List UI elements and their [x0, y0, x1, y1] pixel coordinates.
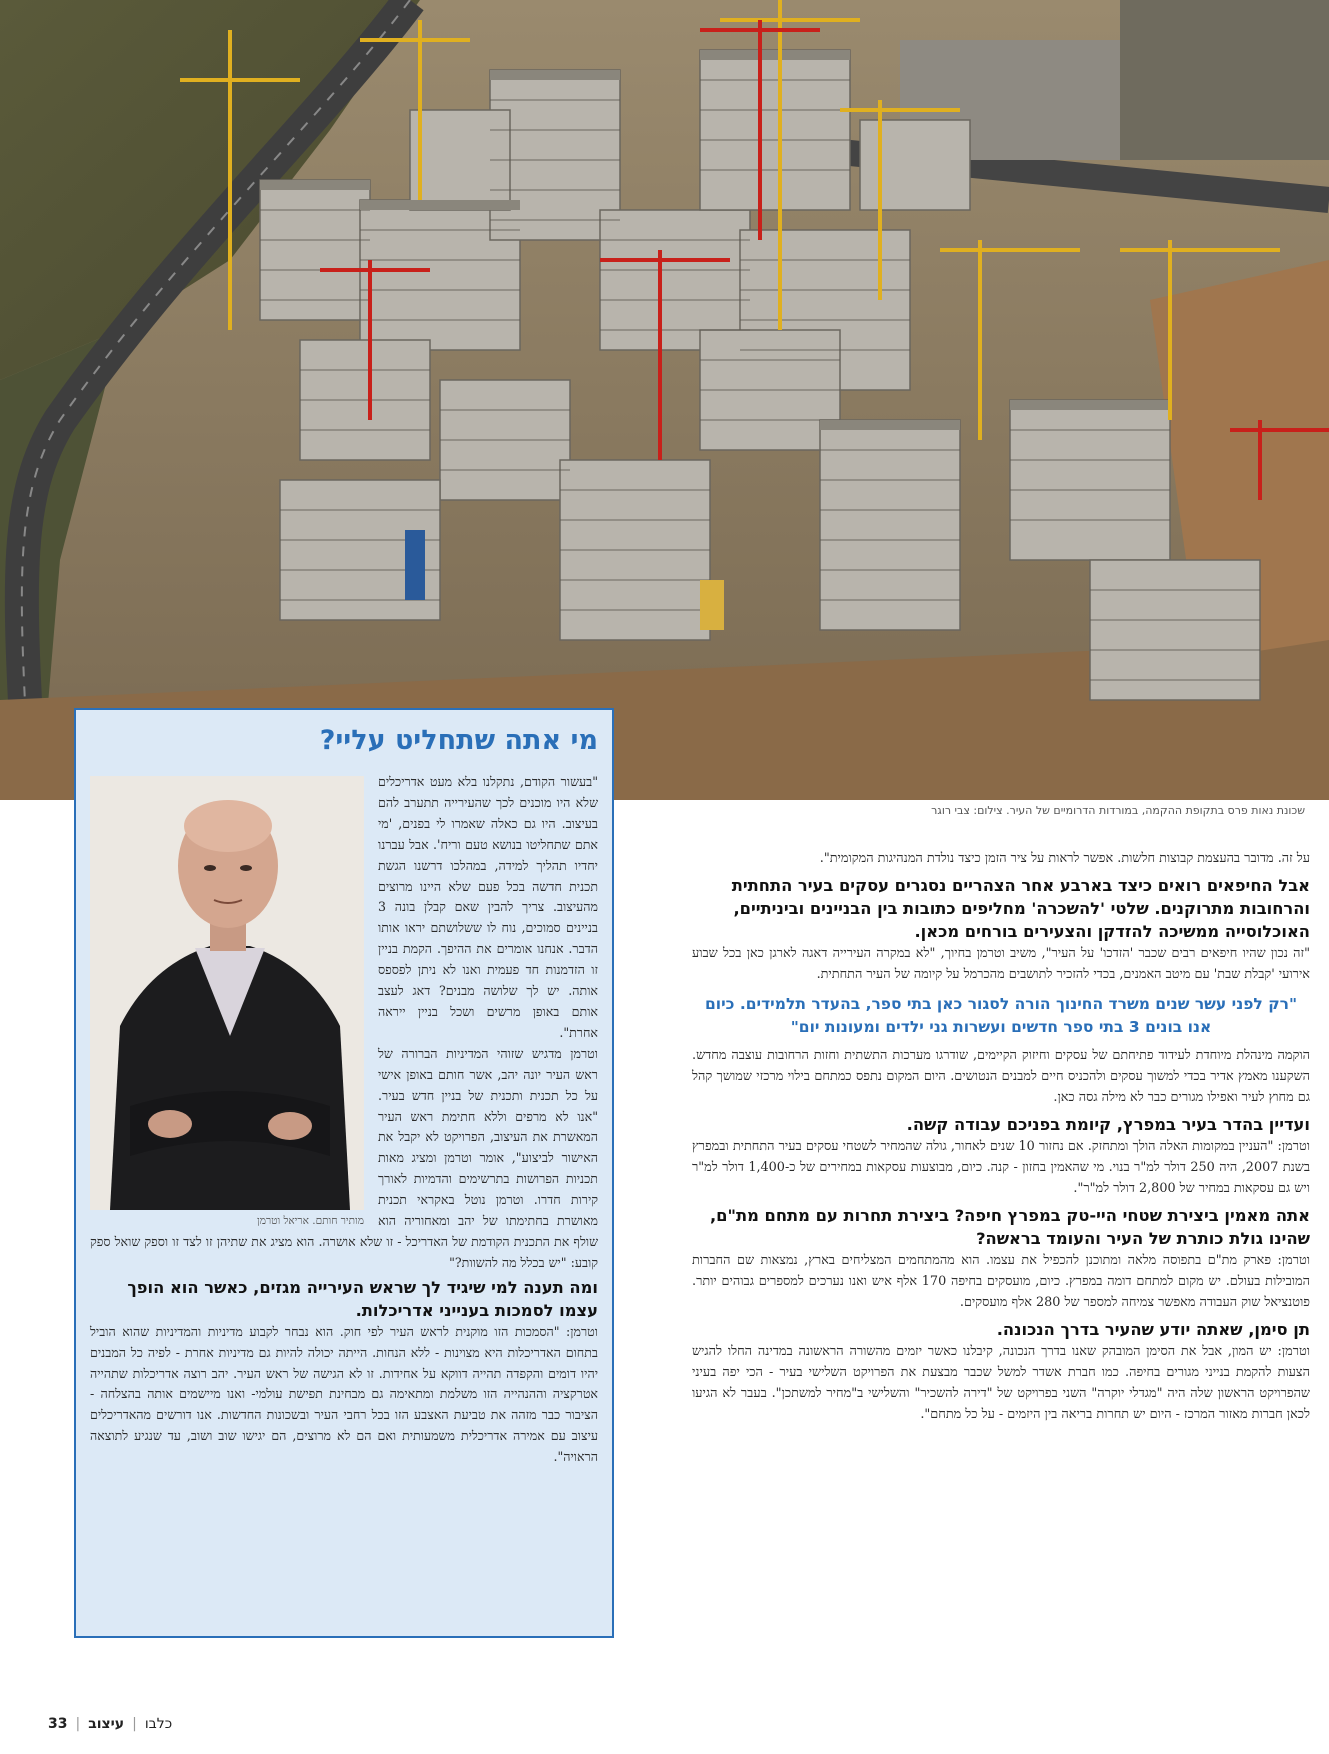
page-folio — [48, 1716, 172, 1732]
section-name: עיצוב — [88, 1716, 125, 1732]
article-column — [692, 848, 1310, 1425]
sidebar-text — [90, 772, 598, 1622]
article-answer-3: וטרמן: פארק מת"ם בתפוסה מלאה ומתוכנן להכפיל את עצמו. הוא מהמתחמים המצליחים בארץ, נמצאות שם החברות המובילות בעולם. יש מקום למתחם דומה במפרץ. כיום, מועסקים בחיפה 170 אלף איש ואנו נערכים למספרים גבוהים יותר. פוטנציאל שוק העבודה מאפשר צמיחה למספר של 280 אלף מועסקים. — [692, 1253, 1310, 1310]
page-number: 33 — [48, 1716, 68, 1732]
article-answer-4: וטרמן: יש המון, אבל את הסימן המובהק שאנו בדרך הנכונה, קיבלנו כאשר יזמים מהשורה הראשונה במדינה החלו להגיש הצעות להקמת בנייני מגורים בחיפה. כמו חברת אשדר למשל שכבר מבצעת את הפרויקט השלישי בעיר - הכי יפה בעיני שהפרויקט הראשון שלה היה "מגדלי יוקרה" השני בפרויקט של "דירה להשכיר" והשלישי ב"מחיר למשתכן". בעבר לא הגיעו לכאן חברות מאזור המרכז - היום יש תחרות בריאה בין היזמים - על כל מתחם". — [692, 1344, 1310, 1422]
article-question-3: אתה מאמין ביצירת שטחי היי-טק במפרץ חיפה? ביצירת תחרות עם מתחם מת"ם, שהינו גולת כותרת של העיר והעומד בראשה? — [709, 1206, 1310, 1248]
sidebar-answer: וטרמן: "הסמכות הזו מוקנית לראש העיר לפי חוק. הוא נבחר לקבוע מדיניות והמדיניות שהוא הוביל בתחום האדריכלות היא מצוינות - ללא הנחות. הייתה יכולה להיות גם מדיניות אחרת - לפיה כל המבנים יהיו דומים והקפדה תהייה דווקא על אחידות. זו לא הגישה של ראש העיר. יהב רוצה אדריכלות שתהייה אטרקציה וההנהייה הזו משלמת ומתאימה גם מבחינת תפישת עולמי- ואנו מיישמים אותה בהצלחה - הציבור כבר מזהה את טביעת האצבע הזו בכל רחבי העיר ובשכונות החדשות. אנו דורשים מהאדריכלים עיצוב עם אמירה אדריכלית משמעותית ואם הם לא מרוצים, הם יגישו שוב ושוב, עד שנגיע לתוצאה הראויה". — [90, 1323, 598, 1465]
article-answer-2: וטרמן: "העניין במקומות האלה הולך ומתחזק. אם נחזור 10 שנים לאחור, גולה שהמחיר לשטחי עסקים בעיר התחתית ובמפרץ בשנת 2007, היה 250 דולר למ"ר בנוי. מי שהאמין בחזון - קנה. כיום, מבוצעות עסקאות במחירים של כ-1,400 דולר למ"ר ויש גם עסקאות במחיר של 2,800 דולר למ"ר". — [692, 1139, 1310, 1196]
photo-credit: שכונת נאות פרס בתקופת ההקמה, במורדות הדרומיים של העיר. צילום: צבי רוגר — [931, 804, 1305, 817]
pull-quote: "רק לפני עשר שנים משרד החינוך הורה לסגור כאן בתי ספר, בהעדר תלמידים. כיום אנו בונים 3 בתי ספר חדשים ועשרות גני ילדים ומעונות יום" — [704, 995, 1298, 1036]
article-answer-1b: הוקמה מינהלת מיוחדת לעידוד פתיחתם של עסקים וחיזוק הקיימים, שודרגו מערכות התשתית וחזות הרחובות עוצבה מחדש. השקענו מאמץ אדיר בכדי למשוך עסקים ולהכניס חיים למבנים הנטושים. היום המקום נתפס כמתחם בילוי מרכזי שמושך קהל גם מחוץ לעיר ואפילו מגורים כבר לא מילה גסה כאן. — [692, 1048, 1310, 1105]
magazine-name: כלבו — [144, 1716, 173, 1732]
portrait-photo — [90, 776, 364, 1228]
folio-separator: | — [75, 1716, 81, 1732]
sidebar-paragraph-2: וטרמן מדגיש שזוהי המדיניות הברורה של ראש העיר יונה יהב, אשר חותם באופן אישי על כל תכנית ותכנית של בניין חדש בעיר. "אנו לא מרפים וללא חתימת ראש העיר המאשרת את העיצוב, הפרויקט לא יקבל את האישור לביצוע", אומר וטרמן ומציג מאות תכניות הפרושות בתרשימים והדמיות לאורך קירות חדרו. וטרמן נוטל באקראי תכנית מאושרת בחתימתו של יהב ומאחוריה הוא שולף את התכנית הקודמת של האדריכל - זו שלא אושרה. הוא מציג את שתיהן זו לצד זו וספק שואל ספק קובע: "יש בכלל מה להשוות?" — [90, 1045, 598, 1270]
aerial-construction-photo — [0, 0, 1329, 800]
folio-separator: | — [132, 1716, 137, 1732]
sidebar-question: ומה תענה למי שיגיד לך שראש העירייה מגזים, כאשר הוא הופך עצמו לסמכות בענייני אדריכלות. — [127, 1277, 598, 1320]
article-answer-1: "זה נכון שהיו חיפאים רבים שכבר 'הזדכו' על העיר", משיב וטרמן בחיוך, "לא במקרה העירייה דאגה לארגן כאן בכל שבוע אירועי 'קבלת שבת' עם מיטב האמנים, בכדי להזכיר לתושבים מהכרמל על קיומה של העיר התחתית. — [692, 946, 1310, 982]
article-paragraph-1: על זה. מדובר בהעצמת קבוצות חלשות. אפשר לראות על ציר הזמן כיצד נולדת המנהיגות המקומית". — [819, 851, 1310, 866]
sidebar-title: מי אתה שתחליט עליי? — [319, 725, 598, 756]
article-question-1: אבל החיפאים רואים כיצד בארבע אחר הצהריים נסגרים עסקים בעיר התחתית והרחובות מתרוקנים. שלטי 'להשכרה' מחליפים כתובות בין הבניינים וביניתיים, האוכלוסייה ממשיכה להזדקן והצעירים בורחים מכאן. — [731, 876, 1310, 941]
article-question-4: תן סימן, שאתה יודע שהעיר בדרך הנכונה. — [996, 1320, 1310, 1339]
article-question-2: ועדיין בהדר בעיר במפרץ, קיומת בפניכם עבודה קשה. — [906, 1115, 1310, 1134]
portrait-illustration — [90, 776, 364, 1210]
sidebar-box — [74, 708, 614, 1638]
sidebar-paragraph-1: "בעשור הקודם, נתקלנו בלא מעט אדריכלים שלא היו מוכנים לכך שהעירייה תתערב להם בעיצוב. היו גם כאלה שאמרו לי בפנים, 'מי אתם שתחליטו בנושא טעם וריח'. אבל עברנו יחדיו תהליך למידה, במהלכו דרשנו הגשת תכנית חדשה בכל פעם שלא היינו מרוצים מהעיצוב. צריך להבין שאם קבלן בונה 3 בניינים סמוכים, נוח לו ששלושתם יראו אותו הדבר. אנחנו אומרים את ההיפך. הקמת בניין זו הזדמנות חד פעמית ואנו לא ניתן לפספס אותה. יש לך שלושה מבנים? דאג לעצב אותם באופן מרשים ושכל בניין ייראה אחרת". — [378, 774, 598, 1040]
portrait-caption: מותיר חותם. אריאל וטרמן — [257, 1215, 364, 1228]
construction-site-illustration — [0, 0, 1329, 800]
